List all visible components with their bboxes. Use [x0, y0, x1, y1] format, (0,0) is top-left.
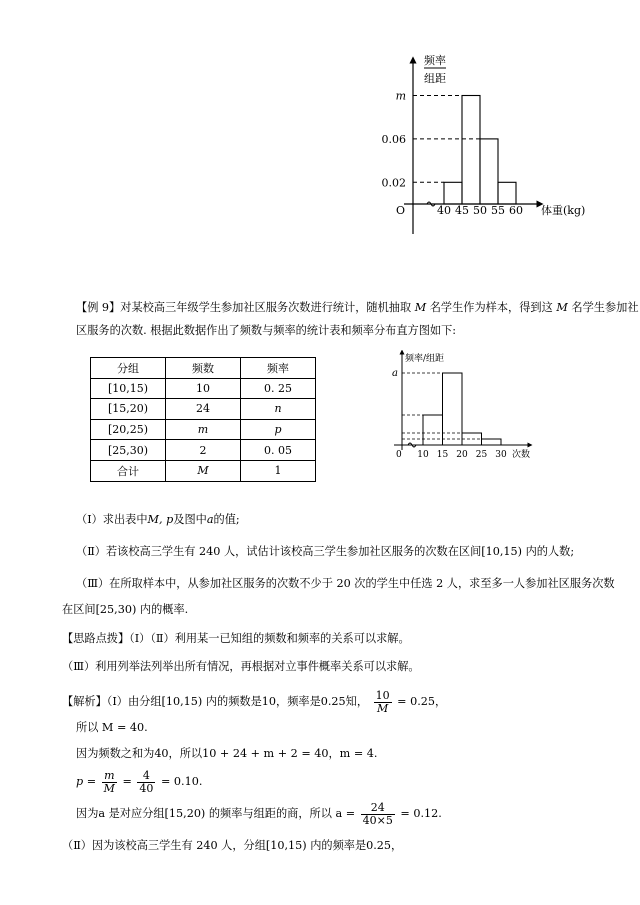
c1-x-tick: 40 — [437, 204, 451, 217]
question-2: （Ⅱ）若该校高三学生有 240 人，试估计该校高三学生参加社区服务的次数在区间[10,15) 内的人数; — [76, 545, 575, 558]
question-3-line-2: 在区间[25,30) 内的概率. — [62, 603, 189, 616]
solution-line-6: （Ⅱ）因为该校高三学生有 240 人，分组[10,15) 内的频率是0.25， — [62, 839, 403, 852]
table-header: 频率 — [241, 358, 316, 379]
var-m-2: M — [556, 301, 568, 314]
table-row — [91, 419, 316, 440]
example-text-b: 名学生作为样本，得到这 — [429, 301, 553, 314]
q1-text-c: 的值; — [213, 513, 240, 526]
c1-xlabel: 体重(kg) — [541, 204, 586, 217]
q1-vars: M, p — [147, 513, 174, 526]
fraction-num: 4 — [137, 770, 155, 783]
question-1 — [76, 512, 240, 528]
table-row — [91, 460, 316, 481]
q1-var-a: a — [206, 513, 214, 526]
c2-bar — [482, 439, 502, 445]
hint-line-2: （Ⅲ）利用列举法列举出所有情况，再根据对立事件概率关系可以求解。 — [62, 660, 420, 673]
table-row — [91, 378, 316, 399]
table-cell: 2 — [166, 440, 241, 461]
c1-bar — [480, 139, 498, 204]
fraction-den: M — [376, 701, 389, 715]
solution-tag: 【解析】 — [62, 695, 107, 708]
solution-s1-a: （Ⅰ）由分组[10,15) 内的频数是10，频率是0.25知， — [106, 695, 369, 708]
c1-x-tick: 45 — [455, 204, 469, 217]
weight-histogram — [0, 0, 640, 250]
table-cell: [10,15) — [91, 378, 166, 399]
solution-s4-eq: = — [122, 775, 132, 788]
hint-tag: 【思路点拨】 — [62, 632, 130, 645]
fraction-num: 24 — [361, 802, 395, 815]
example-text-a: 对某校高三年级学生参加社区服务次数进行统计，随机抽取 — [120, 301, 412, 314]
question-3-line-1: （Ⅲ）在所取样本中，从参加社区服务的次数不少于 20 次的学生中任选 2 人，求至多一人参加社区服务次数 — [76, 577, 615, 590]
frequency-table — [90, 357, 316, 482]
solution-line-4 — [76, 768, 202, 796]
table-cell: 合计 — [91, 460, 166, 481]
c1-ylabel-bottom: 组距 — [424, 72, 446, 85]
table-cell: M — [166, 460, 241, 481]
example-line-1 — [76, 300, 639, 316]
q1-text-a: （Ⅰ）求出表中 — [76, 513, 148, 526]
c1-ylabel-top: 频率 — [424, 54, 446, 67]
c2-origin-label: 0 — [396, 450, 402, 460]
example-tag: 【例 9】 — [76, 301, 121, 314]
c1-bar — [462, 96, 480, 205]
fraction-den: 40×5 — [362, 813, 393, 827]
fraction-den: 40 — [139, 781, 154, 795]
fraction — [374, 690, 392, 715]
table-cell: 0. 05 — [241, 440, 316, 461]
solution-line-2: 所以 M = 40. — [76, 721, 148, 734]
c1-x-tick: 50 — [473, 204, 487, 217]
table-header: 频数 — [166, 358, 241, 379]
table-cell: n — [241, 399, 316, 420]
service-histogram — [380, 350, 560, 465]
c2-x-tick: 25 — [475, 450, 488, 460]
c2-x-tick: 30 — [495, 450, 507, 460]
c2-ylabel: 频率/组距 — [405, 354, 445, 364]
table-cell: 10 — [166, 378, 241, 399]
c2-bar — [423, 415, 443, 445]
solution-s1-b: = 0.25， — [397, 695, 447, 708]
solution-line-1 — [62, 688, 446, 716]
table-header-row — [91, 358, 316, 379]
solution-line-3: 因为频数之和为40，所以10 + 24 + m + 2 = 40，m = 4. — [76, 747, 378, 760]
c2-a-label: a — [392, 368, 398, 379]
fraction — [102, 770, 117, 795]
table-row — [91, 440, 316, 461]
table-cell: m — [166, 419, 241, 440]
c2-x-tick: 10 — [417, 450, 429, 460]
c2-bar — [443, 373, 463, 445]
c1-origin-label: O — [396, 204, 406, 217]
fraction-den: M — [103, 781, 115, 795]
c2-x-tick: 20 — [456, 450, 468, 460]
solution-line-5 — [76, 800, 442, 828]
example-text-c: 名学生参加社 — [571, 301, 639, 314]
c1-y-tick: m — [395, 89, 406, 103]
example-line-2: 区服务的次数. 根据此数据作出了频数与频率的统计表和频率分布直方图如下: — [76, 324, 457, 337]
table-cell: 1 — [241, 460, 316, 481]
solution-s5-a: 因为a 是对应分组[15,20) 的频率与组距的商，所以 a = — [76, 807, 356, 820]
c2-x-tick: 15 — [436, 450, 449, 460]
table-row — [91, 399, 316, 420]
hint-line-1 — [62, 631, 410, 647]
c1-bar — [498, 182, 516, 204]
solution-s4-p: p = — [76, 775, 97, 788]
table-cell: 24 — [166, 399, 241, 420]
q1-text-b: 及图中 — [173, 513, 207, 526]
c2-xlabel: 次数 — [512, 450, 531, 460]
table-cell: [20,25) — [91, 419, 166, 440]
table-cell: [15,20) — [91, 399, 166, 420]
table-header: 分组 — [91, 358, 166, 379]
c1-x-tick: 60 — [509, 204, 523, 217]
c1-bar — [444, 182, 462, 204]
c1-y-tick: 0.02 — [381, 176, 406, 190]
table-cell: p — [241, 419, 316, 440]
fraction — [361, 802, 395, 827]
solution-s5-b: = 0.12. — [400, 807, 442, 820]
table-cell: [25,30) — [91, 440, 166, 461]
fraction — [137, 770, 155, 795]
c1-x-tick: 55 — [491, 204, 505, 217]
fraction-num: m — [102, 770, 117, 783]
c1-y-tick: 0.06 — [381, 132, 406, 146]
hint-text-1: （Ⅰ）（Ⅱ）利用某一已知组的频数和频率的关系可以求解。 — [129, 632, 410, 645]
table-cell: 0. 25 — [241, 378, 316, 399]
solution-s4-b: = 0.10. — [160, 775, 203, 788]
fraction-num: 10 — [375, 688, 390, 702]
var-m: M — [414, 301, 427, 314]
